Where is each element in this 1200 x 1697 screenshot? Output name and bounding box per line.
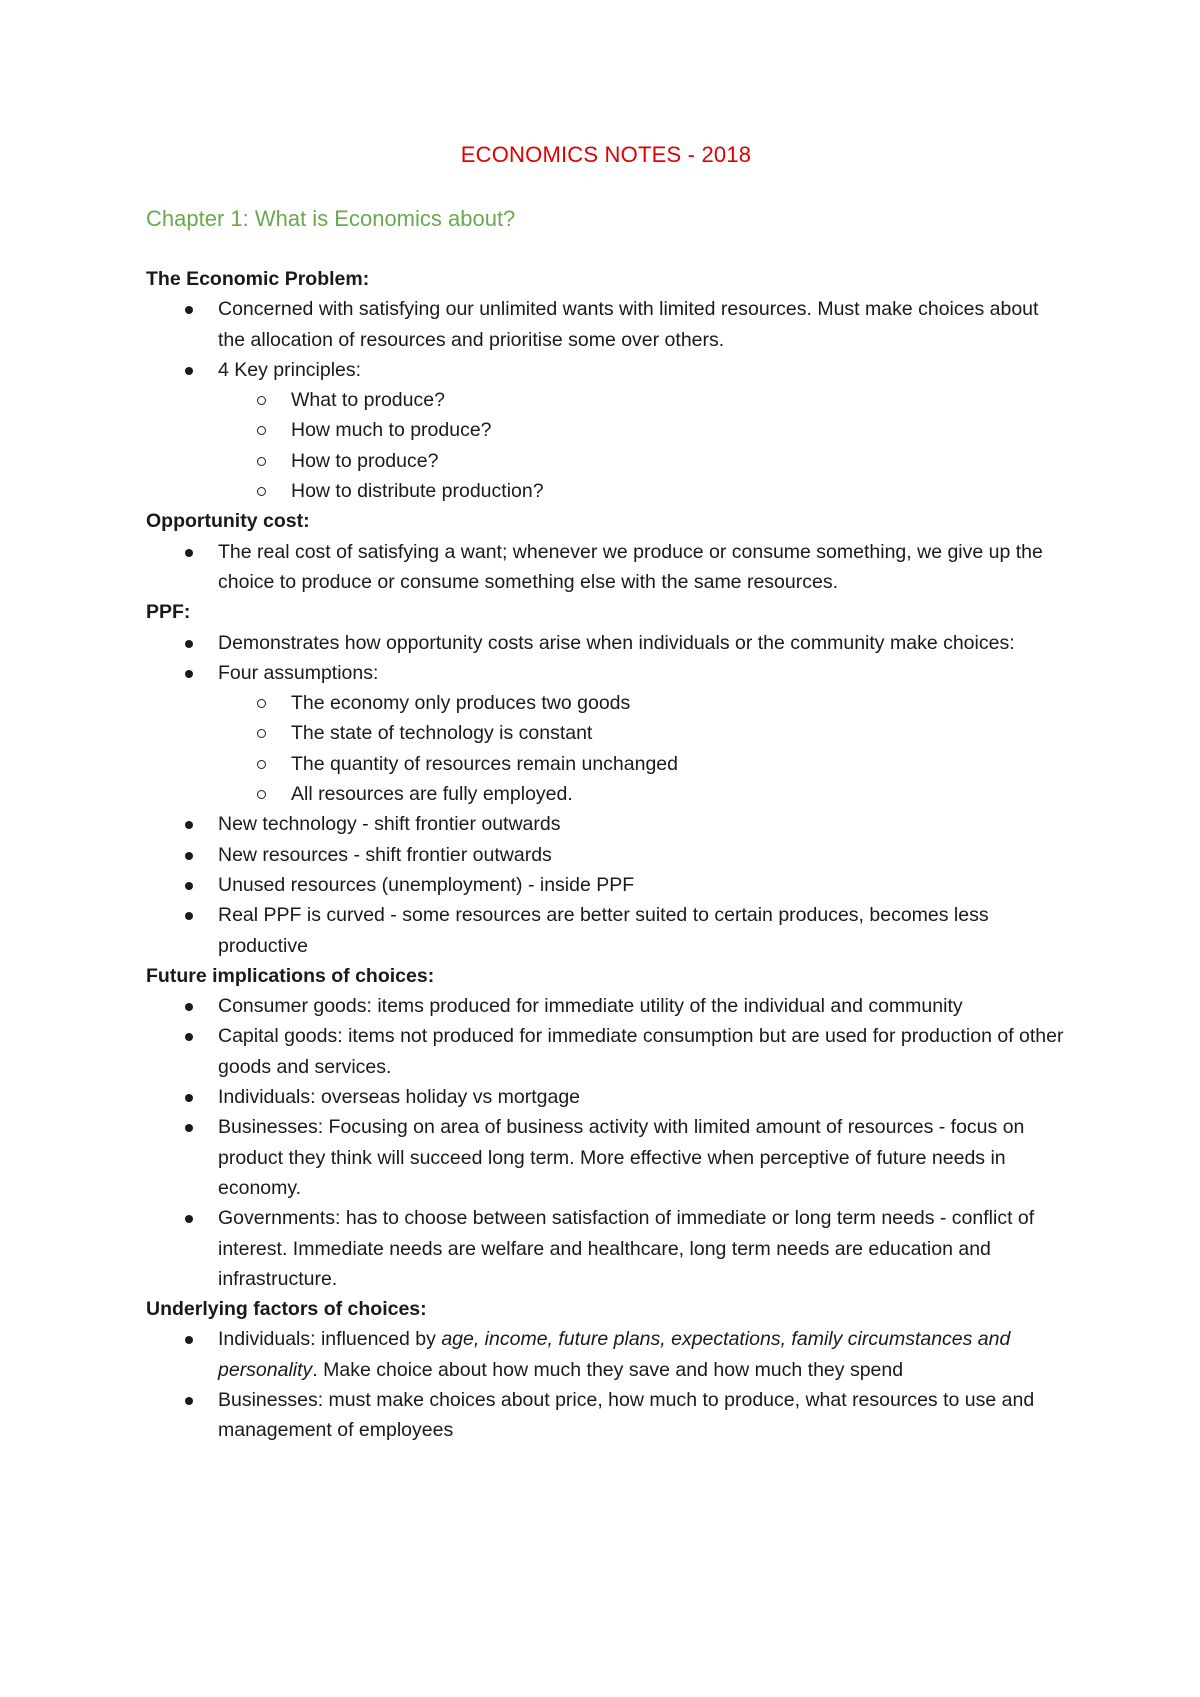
list-item-text: Concerned with satisfying our unlimited wants with limited resources. Must make choices about the allocation of resources and prioritise some over others. [218, 298, 1039, 351]
list-item [218, 840, 1066, 870]
list-item-text: The real cost of satisfying a want; whenever we produce or consume something, we give up the choice to produce or consume something else with the same resources. [218, 540, 1043, 593]
list-item-text: Demonstrates how opportunity costs arise when individuals or the community make choices: [218, 631, 1015, 654]
list-item [218, 1203, 1066, 1294]
sections-container [146, 264, 1066, 1446]
list-item-text: Individuals: overseas holiday vs mortgage [218, 1086, 581, 1109]
list-item [218, 900, 1066, 961]
list-item-text: Businesses: Focusing on area of business activity with limited amount of resources - focus on product they think will succeed long term. More effective when perceptive of future needs in economy. [218, 1116, 1025, 1199]
list-item-text: Governments: has to choose between satisfaction of immediate or long term needs - conflict of interest. Immediate needs are welfare and healthcare, long term needs are education and infrastructure. [218, 1207, 1035, 1290]
list-item [218, 355, 1066, 506]
sub-list-item: The quantity of resources remain unchanged [291, 749, 1066, 779]
list-item [218, 1082, 1066, 1112]
list-item-text: 4 Key principles: [218, 358, 362, 381]
list-item [218, 658, 1066, 809]
list-item [218, 1324, 1066, 1385]
text-run: Individuals: influenced by [218, 1328, 442, 1351]
section-heading: PPF: [146, 601, 191, 624]
list-item-text: New technology - shift frontier outwards [218, 813, 561, 836]
list-item [218, 1112, 1066, 1203]
list-item [218, 628, 1066, 658]
list-item [218, 294, 1066, 355]
sub-list-item: All resources are fully employed. [291, 779, 1066, 809]
sub-bullet-list [218, 688, 1066, 809]
section-heading: Future implications of choices: [146, 964, 435, 987]
section-heading: Opportunity cost: [146, 510, 310, 533]
list-item-text: New resources - shift frontier outwards [218, 843, 552, 866]
list-item [218, 809, 1066, 839]
sub-list-item: How to produce? [291, 446, 1066, 476]
list-item-text: Consumer goods: items produced for immediate utility of the individual and community [218, 995, 963, 1018]
document-title: ECONOMICS NOTES - 2018 [460, 142, 752, 167]
list-item-text: Four assumptions: [218, 661, 379, 684]
list-item [218, 870, 1066, 900]
list-item-text: Capital goods: items not produced for immediate consumption but are used for production of other goods and services. [218, 1025, 1064, 1078]
sub-list-item: What to produce? [291, 385, 1066, 415]
section-heading: Underlying factors of choices: [146, 1298, 427, 1321]
bullet-list [146, 1324, 1066, 1445]
bullet-list [146, 991, 1066, 1294]
sub-list-item: How much to produce? [291, 415, 1066, 445]
list-item [218, 1385, 1066, 1446]
list-item-text: Businesses: must make choices about price, how much to produce, what resources to use and management of employees [218, 1388, 1035, 1442]
bullet-list [146, 294, 1066, 506]
text-run: . Make choice about how much they save and how much they spend [312, 1358, 904, 1381]
italic-text: age, income, future plans, expectations, family circumstances and personality [218, 1328, 1011, 1381]
sub-bullet-list [218, 385, 1066, 506]
sub-list-item: The state of technology is constant [291, 718, 1066, 748]
list-item [218, 991, 1066, 1021]
list-item [218, 537, 1066, 598]
section-heading: The Economic Problem: [146, 268, 370, 290]
document-content [146, 140, 1066, 1446]
chapter-title: Chapter 1: What is Economics about? [146, 206, 516, 231]
bullet-list [146, 628, 1066, 961]
bullet-list [146, 537, 1066, 598]
list-item-text: Real PPF is curved - some resources are better suited to certain produces, becomes less productive [218, 904, 989, 957]
list-item [218, 1021, 1066, 1082]
sub-list-item: How to distribute production? [291, 476, 1066, 506]
sub-list-item: The economy only produces two goods [291, 688, 1066, 718]
list-item-text: Unused resources (unemployment) - inside PPF [218, 873, 635, 896]
